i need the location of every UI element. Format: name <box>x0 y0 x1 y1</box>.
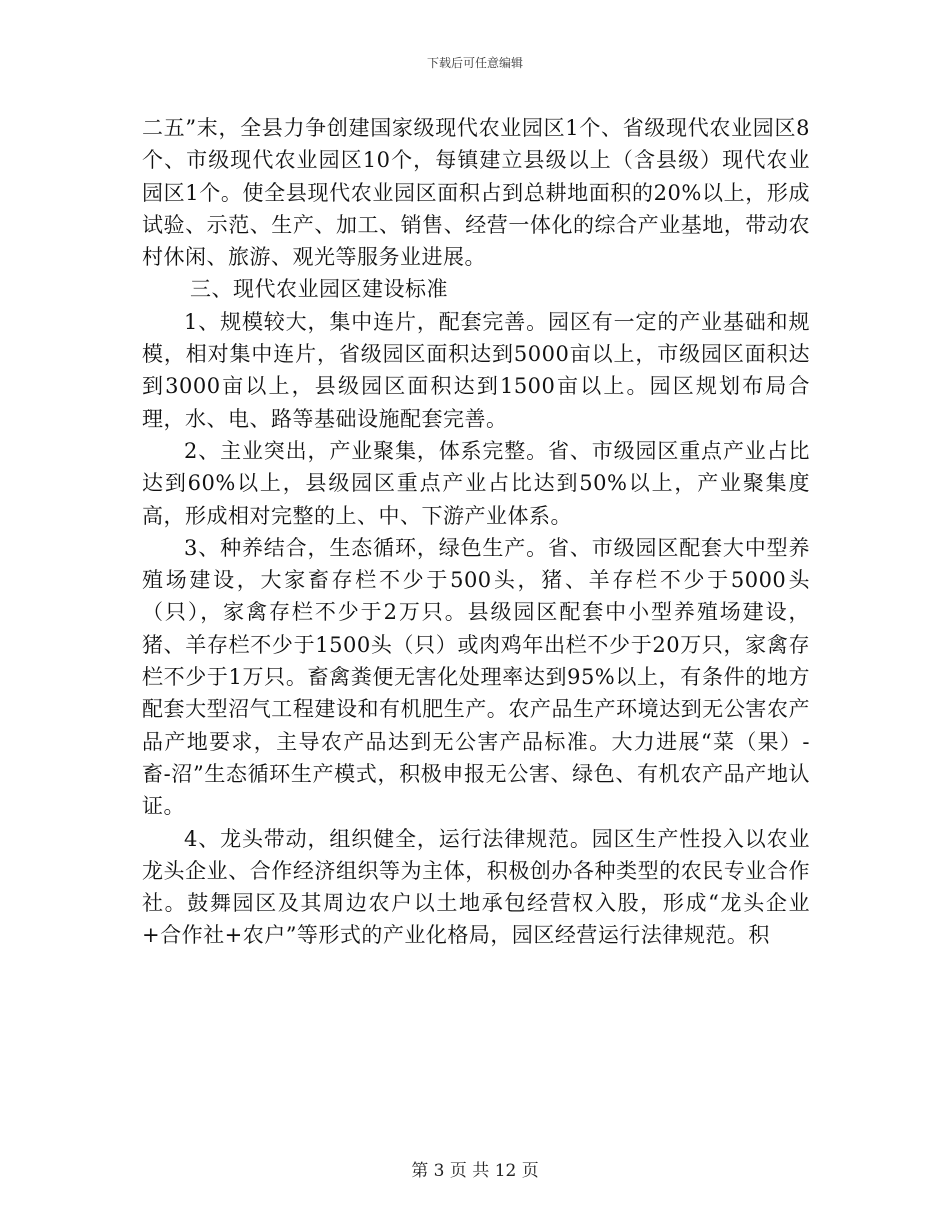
document-body <box>142 112 810 952</box>
paragraph-standard-2: 2、主业突出，产业聚集，体系完整。省、市级园区重点产业占比达到60%以上，县级园区重点产业占比达到50%以上，产业聚集度高，形成相对完整的上、中、下游产业体系。 <box>142 438 810 528</box>
section-heading: 三、现代农业园区建设标准 <box>190 277 448 302</box>
paragraph-intro-continuation: 二五”末，全县力争创建国家级现代农业园区1个、省级现代农业园区8个、市级现代农业园区10个，每镇建立县级以上（含县级）现代农业园区1个。使全县现代农业园区面积占到总耕地面积的20%以上，形成试验、示范、生产、加工、销售、经营一体化的综合产业基地，带动农村休闲、旅游、观光等服务业进展。 <box>142 116 810 270</box>
paragraph-standard-3: 3、种养结合，生态循环，绿色生产。省、市级园区配套大中型养殖场建设，大家畜存栏不少于500头，猪、羊存栏不少于5000头（只），家禽存栏不少于2万只。县级园区配套中小型养殖场建设，猪、羊存栏不少于1500头（只）或肉鸡年出栏不少于20万只，家禽存栏不少于1万只。畜禽粪便无害化处理率达到95%以上，有条件的地方配套大型沼气工程建设和有机肥生产。农产品生产环境达到无公害农产品产地要求，主导农产品达到无公害产品标准。大力进展“菜（果）-畜-沼”生态循环生产模式，积极申报无公害、绿色、有机农产品产地认证。 <box>142 535 810 819</box>
page-header-note: 下载后可任意编辑 <box>426 56 523 70</box>
page-number-footer: 第 3 页 共 12 页 <box>411 1161 539 1181</box>
paragraph-standard-4: 4、龙头带动，组织健全，运行法律规范。园区生产性投入以农业龙头企业、合作经济组织等为主体，积极创办各种类型的农民专业合作社。鼓舞园区及其周边农户以土地承包经营权入股，形成“龙头企业+合作社+农户”等形式的产业化格局，园区经营运行法律规范。积 <box>142 826 810 948</box>
paragraph-standard-1: 1、规模较大，集中连片，配套完善。园区有一定的产业基础和规模，相对集中连片，省级园区面积达到5000亩以上，市级园区面积达到3000亩以上，县级园区面积达到1500亩以上。园区规划布局合理，水、电、路等基础设施配套完善。 <box>142 309 810 431</box>
